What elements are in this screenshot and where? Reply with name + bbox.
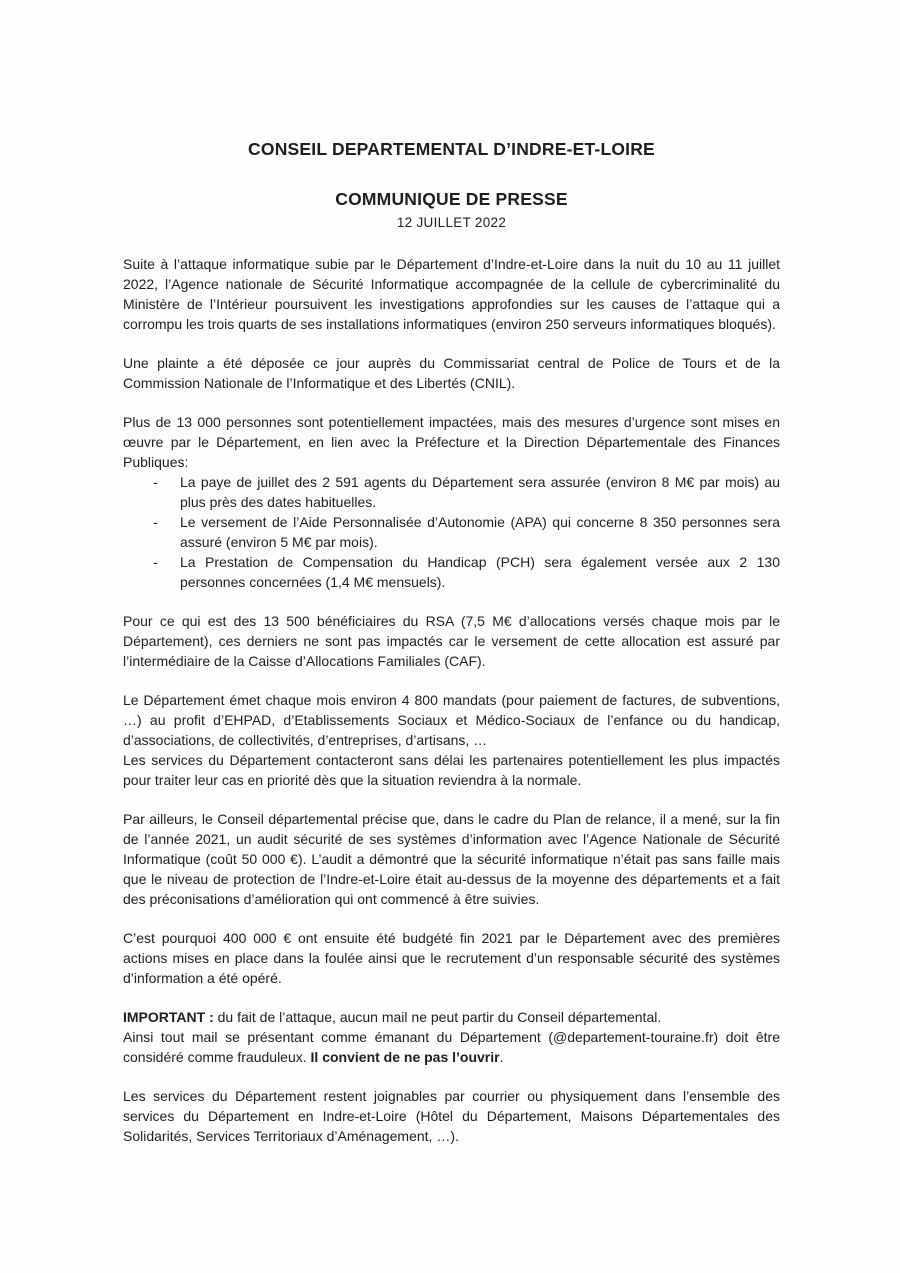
important-line2-text: Ainsi tout mail se présentant comme émanant du Département (@departement-touraine.fr) doit être considéré comme frauduleux. xyxy=(123,1029,780,1065)
paragraph-audit: Par ailleurs, le Conseil départemental précise que, dans le cadre du Plan de relance, il a mené, sur la fin de l’année 2021, un audit sécurité de ses systèmes d’information avec l’Agence Nationale de Sécurité Informatique (coût 50 000 €). L’audit a démontré que la sécurité informatique n’était pas sans faille mais que le niveau de protection de l’Indre-et-Loire était au-dessus de la moyenne des départements et a fait des préconisations d’amélioration qui ont commencé à être suivies. xyxy=(123,811,780,907)
paragraph-rsa: Pour ce qui est des 13 500 bénéficiaires du RSA (7,5 M€ d’allocations versés chaque mois par le Département), ces derniers ne sont pas impactés car le versement de cette allocation est assuré par l’intermédiaire de la Caisse d’Allocations Familiales (CAF). xyxy=(123,613,780,669)
dash-bullet: - xyxy=(153,554,158,570)
document-header xyxy=(123,139,780,230)
list-item-paye xyxy=(123,472,780,512)
paragraph-measures-intro: Plus de 13 000 personnes sont potentiellement impactées, mais des mesures d’urgence sont mises en œuvre par le Département, en lien avec la Préfecture et la Direction Départementale des Finances Publiques: xyxy=(123,414,780,470)
paragraph-services: Les services du Département restent joignables par courrier ou physiquement dans l’ensemble des services du Département en Indre-et-Loire (Hôtel du Département, Maisons Départementales des Solidarités, Services Territoriaux d’Aménagement, …). xyxy=(123,1088,780,1144)
paragraph-attack: Suite à l’attaque informatique subie par le Département d’Indre-et-Loire dans la nuit du 10 au 11 juillet 2022, l’Agence nationale de Sécurité Informatique accompagnée de la cellule de cybercriminalité du Ministère de l’Intérieur poursuivent les investigations approfondies sur les causes de l’attaque qui a corrompu les trois quarts de ses installations informatiques (environ 250 serveurs informatiques bloqués). xyxy=(123,256,780,332)
paragraph-complaint: Une plainte a été déposée ce jour auprès du Commissariat central de Police de Tours et de la Commission Nationale de l’Informatique et des Libertés (CNIL). xyxy=(123,355,780,391)
dash-bullet: - xyxy=(153,474,158,490)
list-item-text: La Prestation de Compensation du Handicap (PCH) sera également versée aux 2 130 personnes concernées (1,4 M€ mensuels). xyxy=(180,554,780,590)
important-label: IMPORTANT : xyxy=(123,1009,214,1025)
organization-title: CONSEIL DEPARTEMENTAL D’INDRE-ET-LOIRE xyxy=(248,139,655,159)
mandats-block xyxy=(123,690,780,790)
important-bold-warning: Il convient de ne pas l’ouvrir xyxy=(310,1049,500,1065)
dash-bullet: - xyxy=(153,514,158,530)
paragraph-budget: C’est pourquoi 400 000 € ont ensuite été budgété fin 2021 par le Département avec des premières actions mises en place dans la foulée ainsi que le recrutement d’un responsable sécurité des systèmes d’information a été opéré. xyxy=(123,930,780,986)
list-item-apa xyxy=(123,512,780,552)
press-release-date: 12 JUILLET 2022 xyxy=(396,215,507,230)
list-item-text: La paye de juillet des 2 591 agents du Département sera assurée (environ 8 M€ par mois) au plus près des dates habituelles. xyxy=(180,474,780,510)
paragraph-mandats: Le Département émet chaque mois environ 4 800 mandats (pour paiement de factures, de subventions, …) au profit d’EHPAD, d’Etablissements Sociaux et Médico-Sociaux de l’enfance ou du handicap, d’associations, de collectivités, d’entreprises, d’artisans, … xyxy=(123,692,780,748)
list-item-text: Le versement de l’Aide Personnalisée d’Autonomie (APA) qui concerne 8 350 personnes sera assuré (environ 5 M€ par mois). xyxy=(180,514,780,550)
measures-block xyxy=(123,412,780,592)
important-line1-text: du fait de l’attaque, aucun mail ne peut partir du Conseil départemental. xyxy=(213,1009,662,1025)
press-release-title: COMMUNIQUE DE PRESSE xyxy=(335,189,568,209)
paragraph-partners: Les services du Département contacteront sans délai les partenaires potentiellement les plus impactés pour traiter leur cas en priorité dès que la situation reviendra à la normale. xyxy=(123,752,780,788)
paragraph-important xyxy=(123,1007,780,1067)
list-item-pch xyxy=(123,552,780,592)
important-line2-period: . xyxy=(499,1049,504,1065)
measures-list xyxy=(123,472,780,592)
document-body xyxy=(123,254,780,1146)
